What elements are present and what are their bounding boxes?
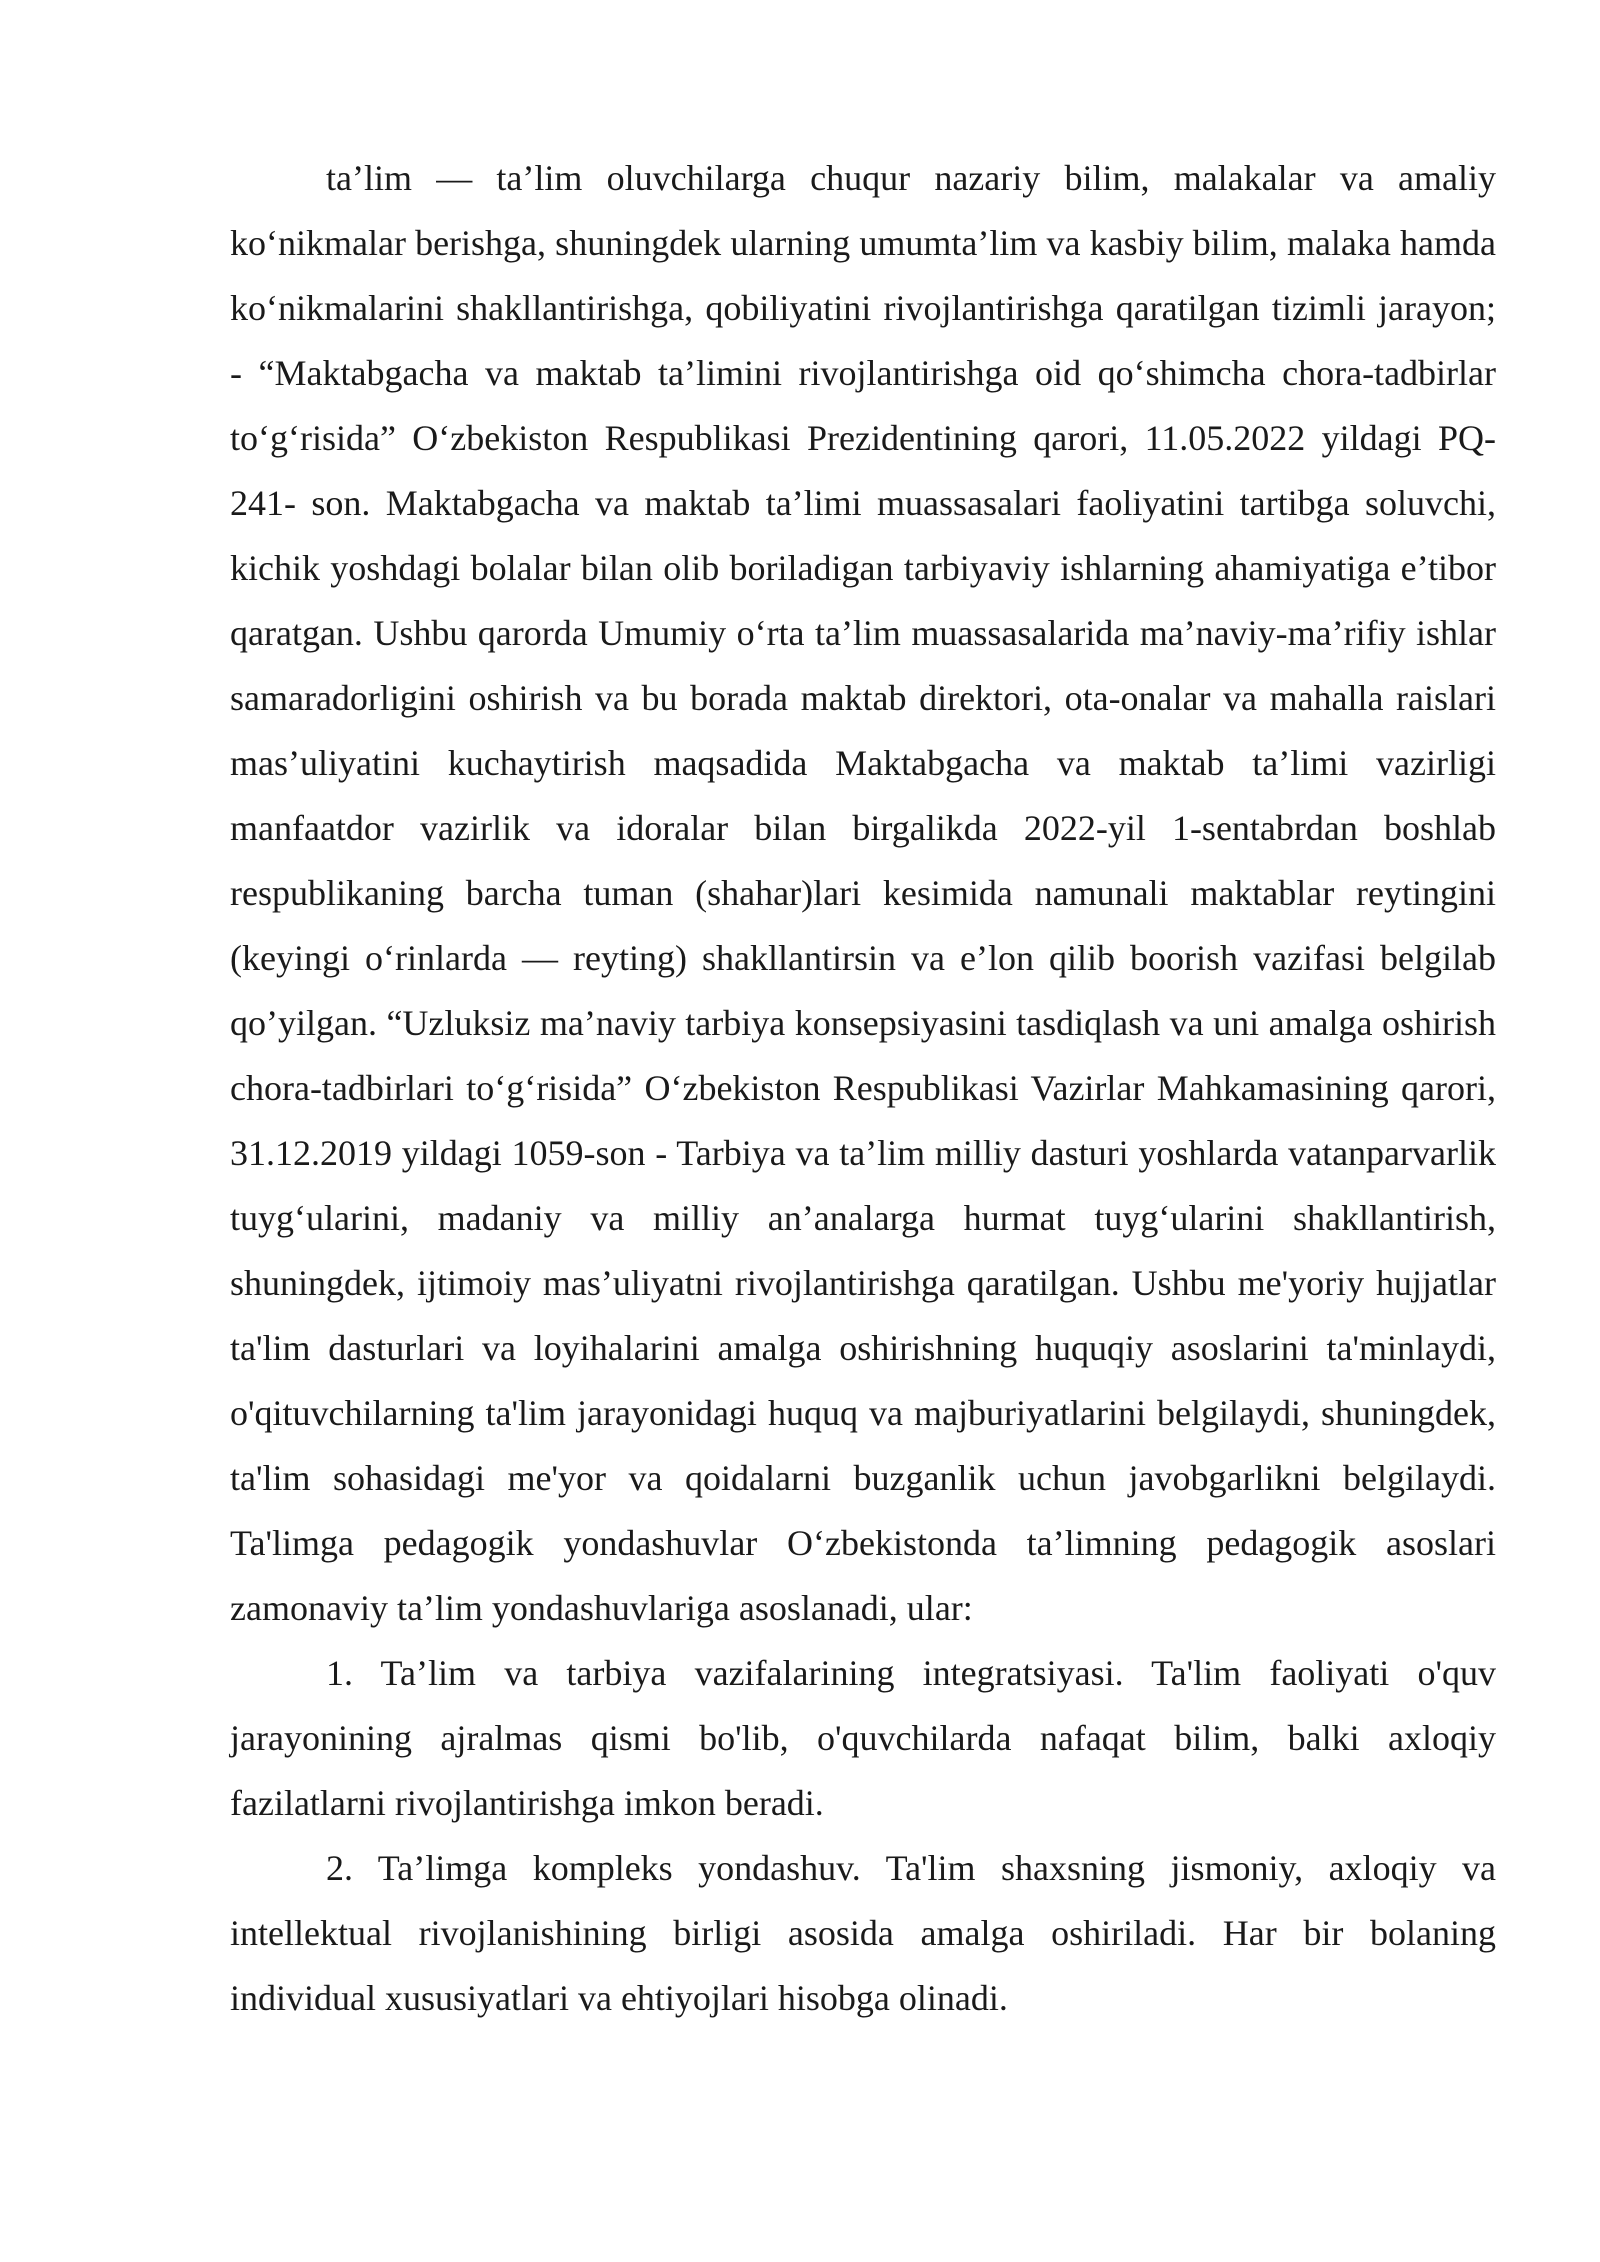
paragraph-main: ta’lim — ta’lim oluvchilarga chuqur nazariy bilim, malakalar va amaliy ko‘nikmalar berishga, shuningdek ularning umumta’lim va kasbiy bilim, malaka hamda ko‘nikmalarini shakllantirishga, qobiliyatini rivojlantirishga qaratilgan tizimli jarayon; - “Maktabgacha va maktab ta’limini rivojlantirishga oid qo‘shimcha chora-tadbirlar to‘g‘risida” O‘zbekiston Respublikasi Prezidentining qarori, 11.05.2022 yildagi PQ-241- son. Maktabgacha va maktab ta’limi muassasalari faoliyatini tartibga soluvchi, kichik yoshdagi bolalar bilan olib boriladigan tarbiyaviy ishlarning ahamiyatiga e’tibor qaratgan. Ushbu qarorda Umumiy o‘rta ta’lim muassasalarida ma’naviy-ma’rifiy ishlar samaradorligini oshirish va bu borada maktab direktori, ota-onalar va mahalla raislari mas’uliyatini kuchaytirish maqsadida Maktabgacha va maktab ta’limi vazirligi manfaatdor vazirlik va idoralar bilan birgalikda 2022-yil 1-sentabrdan boshlab respublikaning barcha tuman (shahar)lari kesimida namunali maktablar reytingini (keyingi o‘rinlarda — reyting) shakllantirsin va e’lon qilib boorish vazifasi belgilab qo’yilgan. “Uzluksiz ma’naviy tarbiya konsepsiyasini tasdiqlash va uni amalga oshirish chora-tadbirlari to‘g‘risida” O‘zbekiston Respublikasi Vazirlar Mahkamasining qarori, 31.12.2019 yildagi 1059-son - Tarbiya va ta’lim milliy dasturi yoshlarda vatanparvarlik tuyg‘ularini, madaniy va milliy an’analarga hurmat tuyg‘ularini shakllantirish, shuningdek, ijtimoiy mas’uliyatni rivojlantirishga qaratilgan. Ushbu me'yoriy hujjatlar ta'lim dasturlari va loyihalarini amalga oshirishning huquqiy asoslarini ta'minlaydi, o'qituvchilarning ta'lim jarayonidagi huquq va majburiyatlarini belgilaydi, shuningdek, ta'lim sohasidagi me'yor va qoidalarni buzganlik uchun javobgarlikni belgilaydi. Ta'limga pedagogik yondashuvlar O‘zbekistonda ta’limning pedagogik asoslari zamonaviy ta’lim yondashuvlariga asoslanadi, ular:: [230, 158, 1496, 1628]
document-body: [230, 146, 1496, 2031]
paragraph-list-item-2: 2. Ta’limga kompleks yondashuv. Ta'lim shaxsning jismoniy, axloqiy va intellektual rivojlanishining birligi asosida amalga oshiriladi. Har bir bolaning individual xususiyatlari va ehtiyojlari hisobga olinadi.: [230, 1848, 1496, 2018]
paragraph-list-item-1: 1. Ta’lim va tarbiya vazifalarining integratsiyasi. Ta'lim faoliyati o'quv jarayonining ajralmas qismi bo'lib, o'quvchilarda nafaqat bilim, balki axloqiy fazilatlarni rivojlantirishga imkon beradi.: [230, 1653, 1496, 1823]
